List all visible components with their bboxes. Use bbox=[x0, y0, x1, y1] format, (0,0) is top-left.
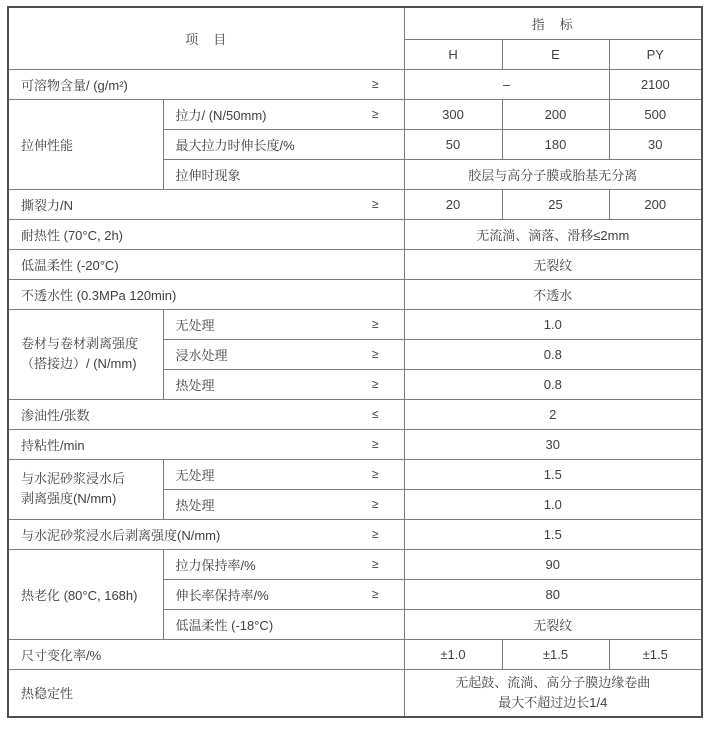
roll-peel-group-label bbox=[8, 309, 163, 399]
mortar-peel-untreated-label: 无处理 bbox=[175, 467, 215, 483]
gte-symbol: ≥ bbox=[371, 587, 379, 601]
header-index-cell: 指 标 bbox=[404, 7, 702, 39]
gte-symbol: ≥ bbox=[371, 347, 379, 361]
thermal-stability-label: 热稳定性 bbox=[8, 669, 404, 717]
low-temp-label: 低温柔性 (-20°C) bbox=[8, 249, 404, 279]
tensile-group-label: 拉伸性能 bbox=[8, 99, 163, 189]
tear-e: 25 bbox=[502, 189, 609, 219]
tensile-elongation-py: 30 bbox=[609, 129, 702, 159]
header-grade-e: E bbox=[502, 39, 609, 69]
mortar-peel-heat-label: 热处理 bbox=[175, 497, 215, 513]
impermeability-value: 不透水 bbox=[404, 279, 702, 309]
mortar-immersed-value: 1.5 bbox=[404, 519, 702, 549]
tensile-force-py: 500 bbox=[609, 99, 702, 129]
heat-aging-elongation-label-cell bbox=[163, 579, 404, 609]
mortar-peel-untreated-label-cell bbox=[163, 459, 404, 489]
roll-peel-untreated-label-cell bbox=[163, 309, 404, 339]
header-item-cell: 项 目 bbox=[8, 7, 404, 69]
lte-symbol: ≤ bbox=[371, 407, 379, 421]
roll-peel-water-label: 浸水处理 bbox=[175, 347, 228, 363]
gte-symbol: ≥ bbox=[371, 77, 379, 91]
tear-label-cell bbox=[8, 189, 404, 219]
gte-symbol: ≥ bbox=[371, 377, 379, 391]
roll-peel-heat-label-cell bbox=[163, 369, 404, 399]
tensile-force-h: 300 bbox=[404, 99, 502, 129]
roll-peel-untreated-value: 1.0 bbox=[404, 309, 702, 339]
gte-symbol: ≥ bbox=[371, 197, 379, 211]
tack-retention-value: 30 bbox=[404, 429, 702, 459]
dimension-change-label: 尺寸变化率/% bbox=[8, 639, 404, 669]
thermal-stability-value-line1: 无起鼓、流淌、高分子膜边缘卷曲 bbox=[455, 675, 651, 691]
impermeability-label: 不透水性 (0.3MPa 120min) bbox=[8, 279, 404, 309]
tensile-phenomenon-value: 胶层与高分子膜或胎基无分离 bbox=[404, 159, 702, 189]
tack-retention-label: 持粘性/min bbox=[21, 437, 85, 453]
tensile-elongation-h: 50 bbox=[404, 129, 502, 159]
mortar-peel-group-label bbox=[8, 459, 163, 519]
oil-penetration-label: 渗油性/张数 bbox=[21, 407, 90, 423]
gte-symbol: ≥ bbox=[371, 467, 379, 481]
mortar-peel-heat-value: 1.0 bbox=[404, 489, 702, 519]
tensile-elongation-e: 180 bbox=[502, 129, 609, 159]
tensile-force-label-cell bbox=[163, 99, 404, 129]
heat-aging-elongation-value: 80 bbox=[404, 579, 702, 609]
tensile-force-label: 拉力/ (N/50mm) bbox=[175, 107, 267, 123]
mortar-peel-untreated-value: 1.5 bbox=[404, 459, 702, 489]
tensile-phenomenon-label: 拉伸时现象 bbox=[163, 159, 404, 189]
dimension-change-e: ±1.5 bbox=[502, 639, 609, 669]
roll-peel-group-line2: （搭接边）/ (N/mm) bbox=[21, 356, 137, 371]
oil-penetration-label-cell bbox=[8, 399, 404, 429]
gte-symbol: ≥ bbox=[371, 497, 379, 511]
heat-aging-tensile-label: 拉力保持率/% bbox=[175, 557, 256, 573]
gte-symbol: ≥ bbox=[371, 107, 379, 121]
tensile-force-e: 200 bbox=[502, 99, 609, 129]
mortar-peel-group-line2: 剥离强度(N/mm) bbox=[21, 491, 117, 506]
heat-aging-tensile-label-cell bbox=[163, 549, 404, 579]
heat-aging-lowtemp-value: 无裂纹 bbox=[404, 609, 702, 639]
dimension-change-h: ±1.0 bbox=[404, 639, 502, 669]
thermal-stability-value-line2: 最大不超过边长1/4 bbox=[498, 694, 608, 710]
gte-symbol: ≥ bbox=[371, 527, 379, 541]
heat-aging-tensile-value: 90 bbox=[404, 549, 702, 579]
roll-peel-heat-value: 0.8 bbox=[404, 369, 702, 399]
heat-resistance-value: 无流淌、滴落、滑移≤2mm bbox=[404, 219, 702, 249]
gte-symbol: ≥ bbox=[371, 557, 379, 571]
gte-symbol: ≥ bbox=[371, 317, 379, 331]
roll-peel-water-label-cell bbox=[163, 339, 404, 369]
mortar-immersed-label-cell bbox=[8, 519, 404, 549]
soluble-value-py: 2100 bbox=[609, 69, 702, 99]
soluble-label: 可溶物含量/ (g/m²) bbox=[21, 77, 128, 93]
oil-penetration-value: 2 bbox=[404, 399, 702, 429]
low-temp-value: 无裂纹 bbox=[404, 249, 702, 279]
heat-aging-elongation-label: 伸长率保持率/% bbox=[175, 587, 269, 603]
roll-peel-untreated-label: 无处理 bbox=[175, 317, 215, 333]
tear-label: 撕裂力/N bbox=[21, 197, 74, 213]
gte-symbol: ≥ bbox=[371, 437, 379, 451]
mortar-peel-group-line1: 与水泥砂浆浸水后 bbox=[21, 470, 126, 486]
spec-table bbox=[7, 6, 703, 718]
thermal-stability-value-cell bbox=[404, 669, 702, 717]
heat-aging-lowtemp-label: 低温柔性 (-18°C) bbox=[163, 609, 404, 639]
header-grade-h: H bbox=[404, 39, 502, 69]
roll-peel-group-line1: 卷材与卷材剥离强度 bbox=[21, 335, 139, 351]
heat-aging-group-label: 热老化 (80°C, 168h) bbox=[8, 549, 163, 639]
dimension-change-py: ±1.5 bbox=[609, 639, 702, 669]
header-grade-py: PY bbox=[609, 39, 702, 69]
tear-h: 20 bbox=[404, 189, 502, 219]
roll-peel-heat-label: 热处理 bbox=[175, 377, 215, 393]
soluble-value-he: – bbox=[404, 69, 609, 99]
heat-resistance-label: 耐热性 (70°C, 2h) bbox=[8, 219, 404, 249]
mortar-peel-heat-label-cell bbox=[163, 489, 404, 519]
tack-retention-label-cell bbox=[8, 429, 404, 459]
soluble-label-cell bbox=[8, 69, 404, 99]
tear-py: 200 bbox=[609, 189, 702, 219]
mortar-immersed-label: 与水泥砂浆浸水后剥离强度(N/mm) bbox=[21, 527, 221, 543]
roll-peel-water-value: 0.8 bbox=[404, 339, 702, 369]
tensile-elongation-label: 最大拉力时伸长度/% bbox=[163, 129, 404, 159]
